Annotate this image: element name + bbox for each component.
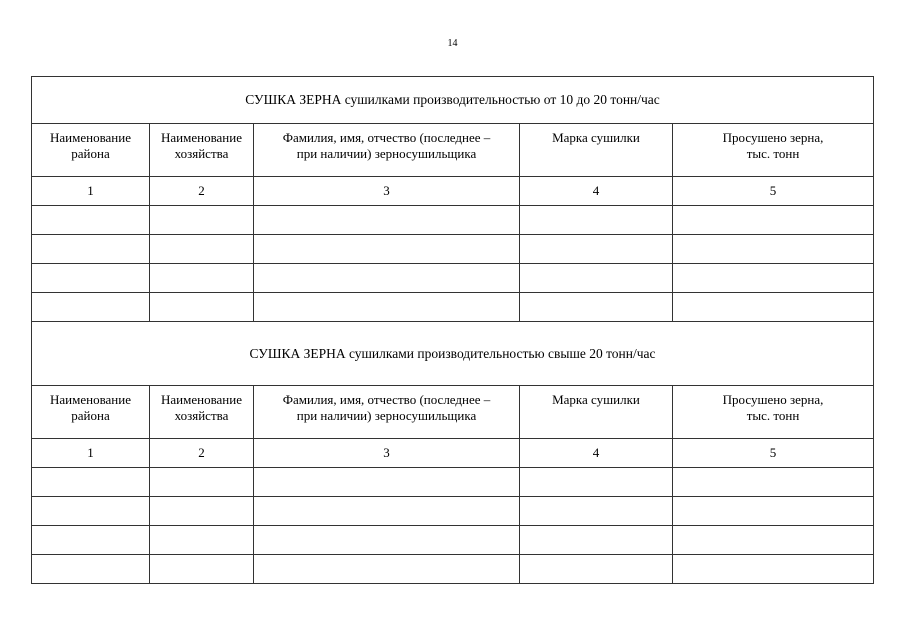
table-row	[32, 555, 874, 584]
table-cell[interactable]	[150, 526, 254, 555]
section-1-title-row	[32, 77, 874, 124]
table-cell[interactable]	[254, 497, 520, 526]
table-cell[interactable]	[673, 526, 874, 555]
header-district: Наименование района	[32, 124, 150, 177]
table-cell[interactable]	[520, 293, 673, 322]
table-cell[interactable]	[673, 235, 874, 264]
table-cell[interactable]	[150, 555, 254, 584]
table-cell[interactable]	[673, 555, 874, 584]
table-row	[32, 235, 874, 264]
column-number: 1	[32, 177, 150, 206]
column-number: 4	[520, 439, 673, 468]
header-operator-name: Фамилия, имя, отчество (последнее – при наличии) зерносушильщика	[254, 386, 520, 439]
table-cell[interactable]	[673, 293, 874, 322]
header-farm: Наименование хозяйства	[150, 386, 254, 439]
table-cell[interactable]	[254, 526, 520, 555]
table-cell[interactable]	[520, 264, 673, 293]
column-number: 1	[32, 439, 150, 468]
table-cell[interactable]	[673, 206, 874, 235]
table-cell[interactable]	[520, 526, 673, 555]
table-cell[interactable]	[254, 235, 520, 264]
table-cell[interactable]	[520, 555, 673, 584]
column-number: 5	[673, 177, 874, 206]
table-row	[32, 264, 874, 293]
column-number: 2	[150, 439, 254, 468]
header-grain-dried: Просушено зерна, тыс. тонн	[673, 124, 874, 177]
table-cell[interactable]	[150, 497, 254, 526]
table-cell[interactable]	[32, 206, 150, 235]
table-cell[interactable]	[32, 235, 150, 264]
column-number: 4	[520, 177, 673, 206]
header-dryer-brand: Марка сушилки	[520, 124, 673, 177]
table-row	[32, 293, 874, 322]
table-cell[interactable]	[254, 468, 520, 497]
table-cell[interactable]	[520, 497, 673, 526]
section-1-header-row	[32, 124, 874, 177]
section-1-title: СУШКА ЗЕРНА сушилками производительностью от 10 до 20 тонн/час	[32, 77, 874, 124]
page-number: 14	[447, 38, 458, 49]
column-number: 2	[150, 177, 254, 206]
table-cell[interactable]	[254, 293, 520, 322]
column-number: 3	[254, 439, 520, 468]
column-number: 3	[254, 177, 520, 206]
section-2-number-row	[32, 439, 874, 468]
table-cell[interactable]	[673, 264, 874, 293]
header-dryer-brand: Марка сушилки	[520, 386, 673, 439]
table-cell[interactable]	[150, 206, 254, 235]
section-2-title: СУШКА ЗЕРНА сушилками производительностью свыше 20 тонн/час	[32, 322, 874, 386]
grain-drying-table	[31, 76, 874, 584]
header-grain-dried: Просушено зерна, тыс. тонн	[673, 386, 874, 439]
table-cell[interactable]	[32, 468, 150, 497]
table-cell[interactable]	[254, 555, 520, 584]
column-number: 5	[673, 439, 874, 468]
section-2-title-row	[32, 322, 874, 386]
table-cell[interactable]	[32, 293, 150, 322]
table-cell[interactable]	[673, 468, 874, 497]
table-cell[interactable]	[254, 206, 520, 235]
table-cell[interactable]	[32, 264, 150, 293]
table-cell[interactable]	[520, 206, 673, 235]
header-district: Наименование района	[32, 386, 150, 439]
table-cell[interactable]	[150, 235, 254, 264]
table-row	[32, 468, 874, 497]
table-cell[interactable]	[520, 468, 673, 497]
table-cell[interactable]	[32, 555, 150, 584]
header-farm: Наименование хозяйства	[150, 124, 254, 177]
section-2-header-row	[32, 386, 874, 439]
table-cell[interactable]	[150, 468, 254, 497]
header-operator-name: Фамилия, имя, отчество (последнее – при наличии) зерносушильщика	[254, 124, 520, 177]
table-cell[interactable]	[32, 526, 150, 555]
table-cell[interactable]	[150, 293, 254, 322]
table-cell[interactable]	[673, 497, 874, 526]
table-row	[32, 526, 874, 555]
table-cell[interactable]	[520, 235, 673, 264]
table-cell[interactable]	[254, 264, 520, 293]
section-1-number-row	[32, 177, 874, 206]
table-row	[32, 206, 874, 235]
table-cell[interactable]	[150, 264, 254, 293]
table-row	[32, 497, 874, 526]
table-cell[interactable]	[32, 497, 150, 526]
